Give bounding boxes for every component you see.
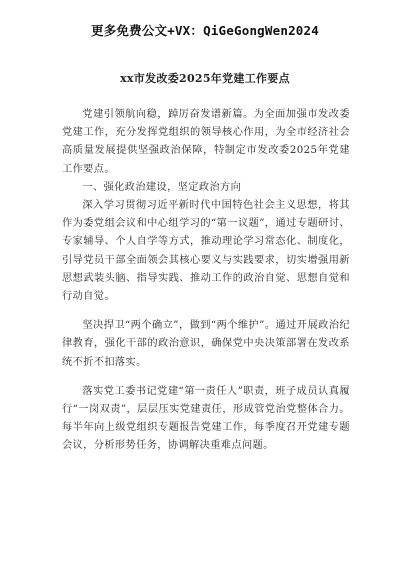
body-paragraph: 坚决捍卫“两个确立”，做到“两个维护”。通过开展政治纪律教育，强化干部的政治意识，确保党中央决策部署在发改系统不折不扣落实。 [62,320,350,368]
promo-banner: 更多免费公文+VX：QiGeGongWen2024 [91,23,319,38]
body-paragraph: 落实党工委书记党建“第一责任人”职责，班子成员认真履行“一岗双责”，层层压实党建责任，形成管党治党整体合力。每半年向上级党组织专题报告党建工作，每季度召开党建专题会议，分析形势任务，协调解决重难点问题。 [62,385,350,452]
section-heading: 一、强化政治建设，坚定政治方向 [82,181,242,193]
body-paragraph: 深入学习贯彻习近平新时代中国特色社会主义思想，将其作为委党组会议和中心组学习的“第一议题”，通过专题研讨、专家辅导、个人自学等方式，推动理论学习常态化、制度化，引导党员干部全面领会其核心要义与实践要求，切实增强用新思想武装头脑、指导实践、推动工作的政治自觉、思想自觉和行动自觉。 [62,200,350,303]
document-title: xx市发改委2025年党建工作要点 [120,72,290,85]
document-body [62,106,350,456]
intro-paragraph: 党建引领航向稳，踔厉奋发谱新篇。为全面加强市发改委党建工作，充分发挥党组织的领导核心作用，为全市经济社会高质量发展提供坚强政治保障，特制定市发改委2025年党建工作要点。 [62,109,350,175]
